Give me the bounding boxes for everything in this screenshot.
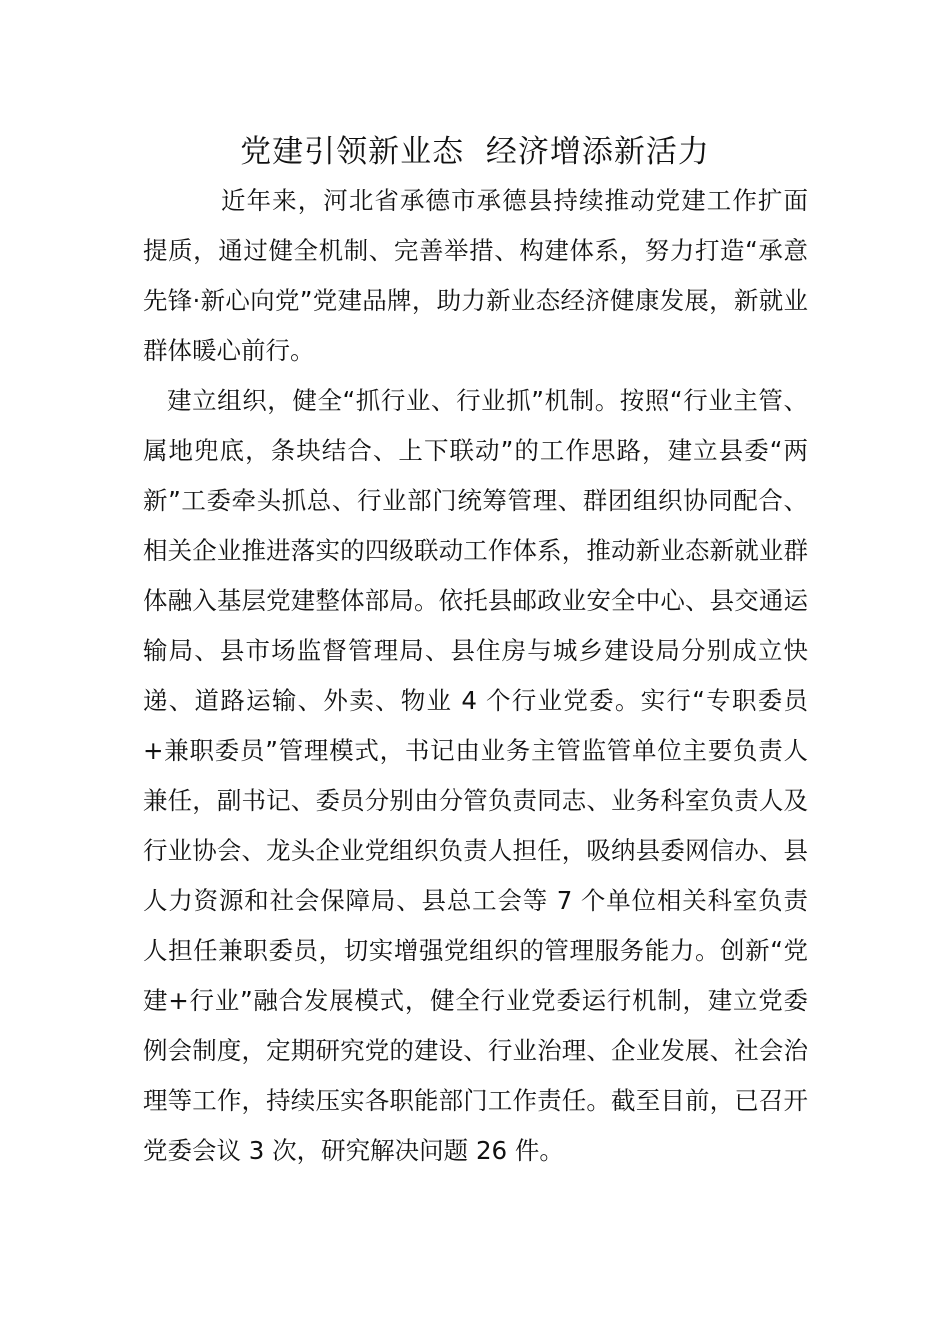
document-title: 党建引领新业态 经济增添新活力 (240, 134, 710, 170)
paragraph-organization: 建立组织，健全“抓行业、行业抓”机制。按照“行业主管、属地兜底，条块结合、上下联动”的工作思路，建立县委“两新”工委牵头抓总、行业部门统筹管理、群团组织协同配合、相关企业推进落实的四级联动工作体系，推动新业态新就业群体融入基层党建整体部局。依托县邮政业安全中心、县交通运输局、县市场监督管理局、县住房与城乡建设局分别成立快递、道路运输、外卖、物业 4 个行业党委。实行“专职委员+兼职委员”管理模式，书记由业务主管监管单位主要负责人兼任，副书记、委员分别由分管负责同志、业务科室负责人及行业协会、龙头企业党组织负责人担任，吸纳县委网信办、县人力资源和社会保障局、县总工会等 7 个单位相关科室负责人担任兼职委员，切实增强党组织的管理服务能力。创新“党建+行业”融合发展模式，健全行业党委运行机制，建立党委例会制度，定期研究党的建设、行业治理、企业发展、社会治理等工作，持续压实各职能部门工作责任。截至目前，已召开党委会议 3 次，研究解决问题 26 件。 (143, 386, 808, 1165)
paragraph-intro: 近年来，河北省承德市承德县持续推动党建工作扩面提质，通过健全机制、完善举措、构建体系，努力打造“承意先锋·新心向党”党建品牌，助力新业态经济健康发展，新就业群体暖心前行。 (143, 186, 808, 365)
